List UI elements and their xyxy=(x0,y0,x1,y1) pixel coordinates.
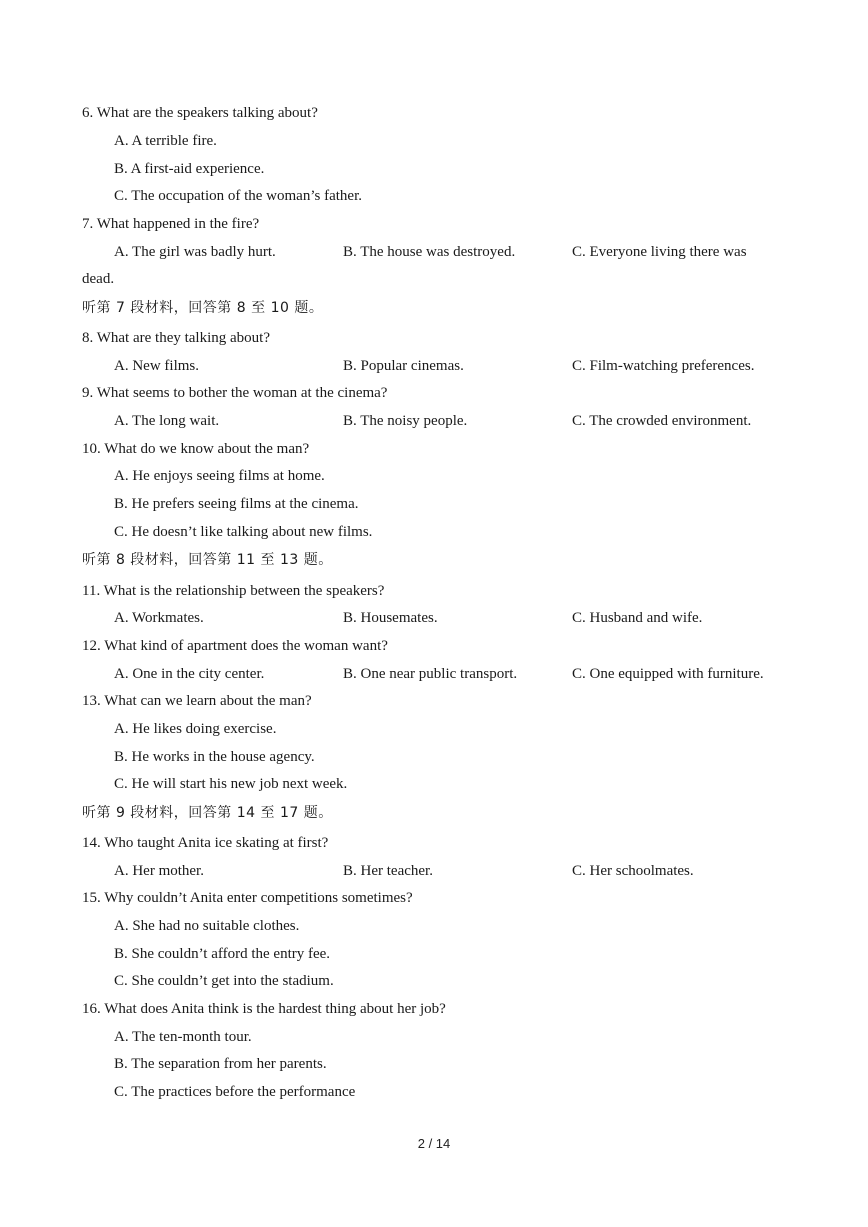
question-9-stem: 9. What seems to bother the woman at the cinema? xyxy=(82,385,388,401)
question-13-option-b: B. He works in the house agency. xyxy=(114,749,315,765)
question-7-option-b: B. The house was destroyed. xyxy=(343,244,516,260)
question-13-stem: 13. What can we learn about the man? xyxy=(82,693,312,709)
question-11-option-b: B. Housemates. xyxy=(343,610,438,626)
question-15-option-c: C. She couldn’t get into the stadium. xyxy=(114,973,334,989)
question-7-option-c: C. Everyone living there was xyxy=(572,244,747,260)
question-8-stem: 8. What are they talking about? xyxy=(82,330,270,346)
question-6-option-a: A. A terrible fire. xyxy=(114,133,217,149)
question-14-option-c: C. Her schoolmates. xyxy=(572,863,694,879)
question-10-option-b: B. He prefers seeing films at the cinema. xyxy=(114,496,359,512)
question-11-option-c: C. Husband and wife. xyxy=(572,610,703,626)
section-heading-8: 听第 8 段材料，回答第 11 至 13 题。 xyxy=(82,552,333,568)
question-11-option-a: A. Workmates. xyxy=(114,610,204,626)
question-7-option-a: A. The girl was badly hurt. xyxy=(114,244,276,260)
question-6-option-c: C. The occupation of the woman’s father. xyxy=(114,188,362,204)
question-13-option-c: C. He will start his new job next week. xyxy=(114,776,348,792)
question-9-option-a: A. The long wait. xyxy=(114,413,220,429)
question-14-option-b: B. Her teacher. xyxy=(343,863,433,879)
question-16-stem: 16. What does Anita think is the hardest thing about her job? xyxy=(82,1001,446,1017)
question-12-option-c: C. One equipped with furniture. xyxy=(572,666,764,682)
question-6-stem: 6. What are the speakers talking about? xyxy=(82,105,318,121)
question-8-option-a: A. New films. xyxy=(114,358,199,374)
question-10-option-c: C. He doesn’t like talking about new films. xyxy=(114,524,373,540)
page-number: 2 / 14 xyxy=(417,1136,451,1151)
question-12-stem: 12. What kind of apartment does the woman want? xyxy=(82,638,388,654)
question-15-option-b: B. She couldn’t afford the entry fee. xyxy=(114,946,331,962)
question-16-option-b: B. The separation from her parents. xyxy=(114,1056,327,1072)
question-16-option-c: C. The practices before the performance xyxy=(114,1084,356,1100)
question-10-stem: 10. What do we know about the man? xyxy=(82,441,310,457)
question-9-option-c: C. The crowded environment. xyxy=(572,413,752,429)
question-11-stem: 11. What is the relationship between the speakers? xyxy=(82,583,385,599)
section-heading-7: 听第 7 段材料，回答第 8 至 10 题。 xyxy=(82,300,324,316)
question-7-stem: 7. What happened in the fire? xyxy=(82,216,260,232)
question-14-option-a: A. Her mother. xyxy=(114,863,204,879)
question-15-option-a: A. She had no suitable clothes. xyxy=(114,918,300,934)
question-8-option-b: B. Popular cinemas. xyxy=(343,358,464,374)
question-7-option-c-continued: dead. xyxy=(82,271,115,287)
question-13-option-a: A. He likes doing exercise. xyxy=(114,721,277,737)
question-9-option-b: B. The noisy people. xyxy=(343,413,468,429)
question-15-stem: 15. Why couldn’t Anita enter competitions sometimes? xyxy=(82,890,413,906)
section-heading-9: 听第 9 段材料，回答第 14 至 17 题。 xyxy=(82,805,333,821)
question-6-option-b: B. A first-aid experience. xyxy=(114,161,265,177)
question-12-option-a: A. One in the city center. xyxy=(114,666,265,682)
question-8-option-c: C. Film-watching preferences. xyxy=(572,358,755,374)
question-10-option-a: A. He enjoys seeing films at home. xyxy=(114,468,325,484)
question-12-option-b: B. One near public transport. xyxy=(343,666,518,682)
question-14-stem: 14. Who taught Anita ice skating at first? xyxy=(82,835,329,851)
question-16-option-a: A. The ten-month tour. xyxy=(114,1029,252,1045)
